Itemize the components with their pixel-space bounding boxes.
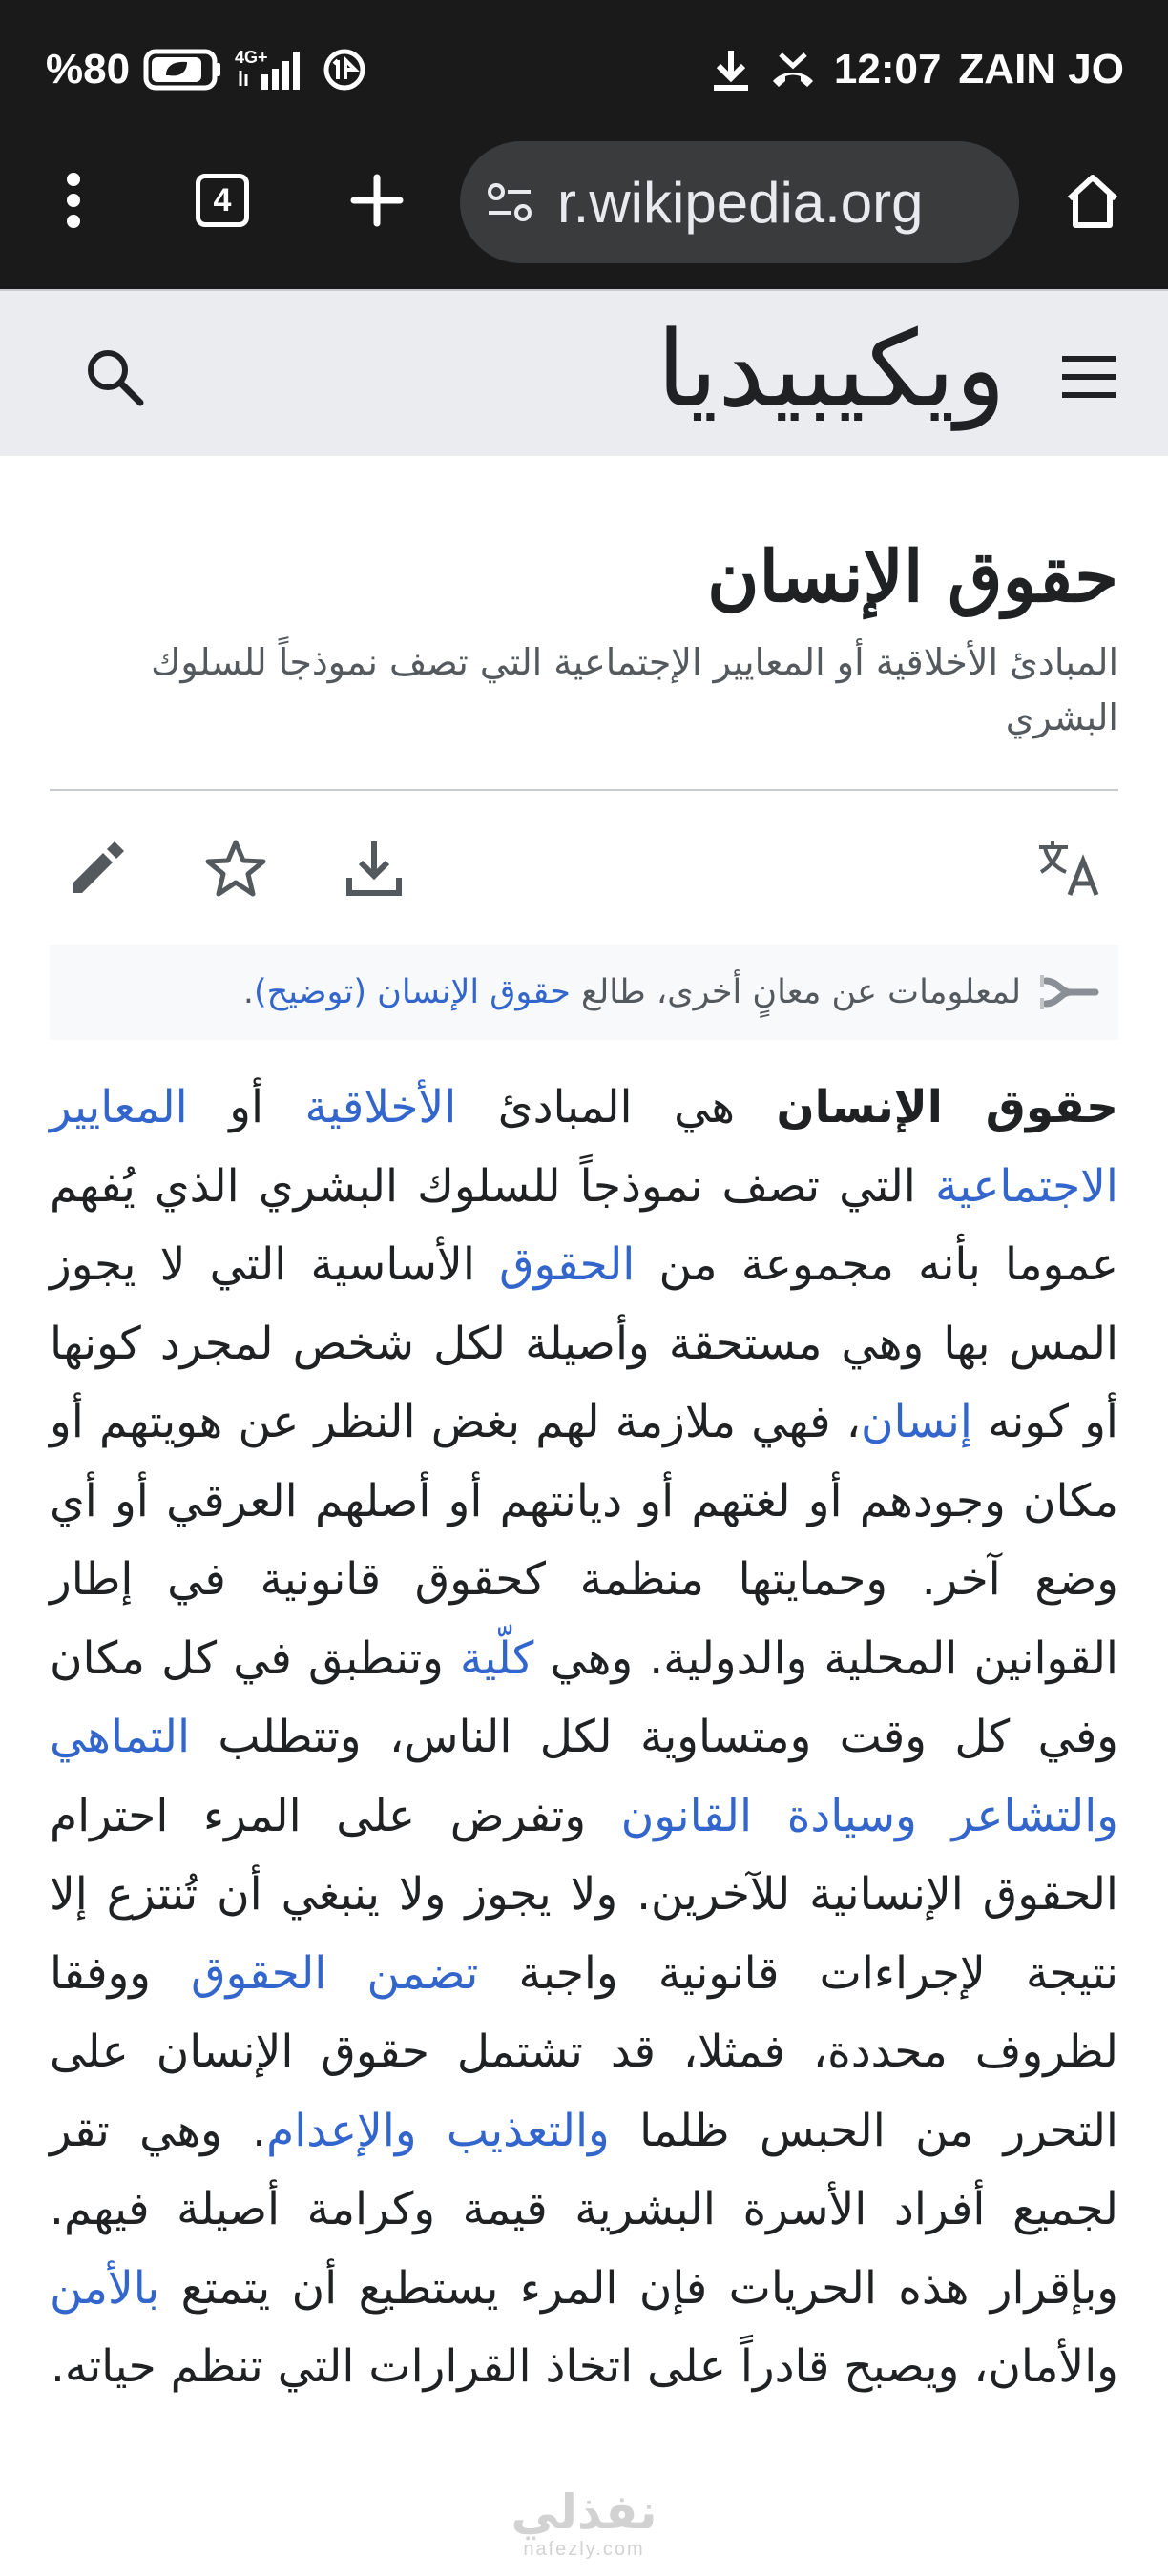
language-button[interactable]	[1021, 821, 1116, 916]
edit-icon	[67, 838, 128, 899]
article-link[interactable]: الأخلاقية	[304, 1081, 457, 1133]
article-paragraph	[50, 1069, 1118, 2407]
hatnote-link[interactable]: حقوق الإنسان (توضيح)	[253, 973, 571, 1011]
article-text: ووفقا لظروف محددة، فمثلا، قد تشتمل حقوق الإنسان على التحرر من الحبس ظلما	[50, 1946, 1118, 2157]
search-button[interactable]	[72, 334, 157, 420]
carrier-name: ZAIN JO	[958, 46, 1124, 93]
article-link[interactable]: المعايير الاجتماعية	[50, 1081, 1118, 1213]
article-text: ، فهي ملازمة لهم بغض النظر عن هويتهم أو مكان وجودهم أو لغتهم أو ديانتهم أو أصلهم العرقي أو أي وضع آخر. وحمايتها منظمة كحقوق قانونية في إطار القوانين المحلية والدولية. وهي	[50, 1396, 1118, 1685]
title-divider	[50, 789, 1118, 791]
article-link[interactable]: إنسان	[860, 1396, 972, 1448]
hatnote	[50, 945, 1118, 1040]
article-link[interactable]: وسيادة القانون	[620, 1789, 917, 1842]
status-bar	[0, 0, 1168, 138]
article-link[interactable]: الحقوق	[499, 1238, 636, 1291]
article-text	[917, 1790, 952, 1842]
network-type: 4G+	[235, 48, 268, 67]
data-saver-icon	[323, 48, 366, 92]
article-text: وتنطبق في كل مكان وفي كل وقت ومتساوية لكل الناس، وتتطلب	[50, 1631, 1118, 1763]
battery-saver-icon	[143, 49, 221, 91]
site-settings-icon[interactable]	[485, 180, 534, 224]
page-actions	[50, 821, 1118, 916]
download-icon	[344, 838, 405, 899]
plus-icon	[350, 174, 404, 227]
page-title: حقوق الإنسان	[707, 536, 1118, 618]
address-bar[interactable]	[460, 141, 1019, 263]
status-bar-left	[46, 36, 366, 103]
edit-button[interactable]	[50, 821, 145, 916]
new-tab-button[interactable]	[324, 138, 429, 262]
main-menu-button[interactable]	[1046, 334, 1132, 420]
menu-icon	[1060, 352, 1117, 402]
tab-count: 4	[196, 174, 249, 227]
wiki-header	[0, 289, 1168, 456]
watermark	[489, 2485, 679, 2561]
language-icon	[1035, 838, 1102, 899]
watermark-url: nafezly.com	[523, 2539, 645, 2560]
article-text: . وهي تقر لجميع أفراد الأسرة البشرية قيمة وكرامة أصيلة فيهم. وبإقرار هذه الحريات فإن المرء يستطيع أن يتمتع	[50, 2104, 1118, 2315]
article-link[interactable]: كلّية	[460, 1631, 534, 1685]
star-icon	[204, 838, 267, 899]
disambiguation-icon	[1038, 971, 1099, 1013]
url-text: r.wikipedia.org	[557, 170, 924, 235]
article-link[interactable]: والتعذيب والإعدام	[266, 2104, 610, 2157]
home-button[interactable]	[1040, 138, 1145, 262]
page-description: المبادئ الأخلاقية أو المعايير الإجتماعية التي تصف نموذجاً للسلوك البشري	[151, 641, 1118, 738]
wikipedia-logo[interactable]: ويكيبيديا	[657, 308, 1006, 430]
browser-menu-button[interactable]	[21, 138, 126, 262]
article-link[interactable]: بالأمن	[50, 2261, 160, 2315]
article-link[interactable]: التماهي والتشاعر	[50, 1711, 1118, 1842]
article-subject: حقوق الإنسان	[776, 1081, 1118, 1133]
watermark-logo: نفذلي	[511, 2484, 657, 2540]
article-text: التي تصف نموذجاً للسلوك البشري الذي يُفهم عموما بأنه مجموعة من	[50, 1159, 1118, 1291]
missed-call-icon	[769, 49, 817, 91]
download-notification-icon	[710, 47, 752, 93]
search-icon	[83, 345, 146, 408]
home-icon	[1062, 170, 1123, 231]
article-text: أو	[187, 1081, 305, 1133]
hatnote-suffix: .	[242, 973, 254, 1011]
article-link[interactable]: تضمن الحقوق	[191, 1946, 479, 2000]
more-vertical-icon	[64, 170, 83, 231]
signal-icon	[235, 46, 309, 93]
watch-button[interactable]	[188, 821, 283, 916]
article-text: والأمان، ويصبح قادراً على اتخاذ القرارات التي تنظم حياته.	[50, 2340, 1118, 2393]
battery-percent: %80	[46, 46, 131, 93]
article-text: هي المبادئ	[456, 1081, 777, 1133]
article-text: الأساسية التي لا يجوز المس بها وهي مستحقة وأصيلة لكل شخص لمجرد كونها أو كونه	[50, 1238, 1118, 1448]
tab-switcher-button[interactable]	[170, 138, 275, 262]
hatnote-prefix: لمعلومات عن معانٍ أخرى، طالع	[570, 973, 1021, 1011]
status-bar-right	[710, 36, 1124, 103]
clock: 12:07	[833, 46, 942, 93]
download-button[interactable]	[326, 821, 422, 916]
article-text: وتفرض على المرء احترام الحقوق الإنسانية للآخرين. ولا يجوز ولا ينبغي أن تُنتزع إلا نتيجة لإجراءات قانونية واجبة	[50, 1789, 1119, 2000]
